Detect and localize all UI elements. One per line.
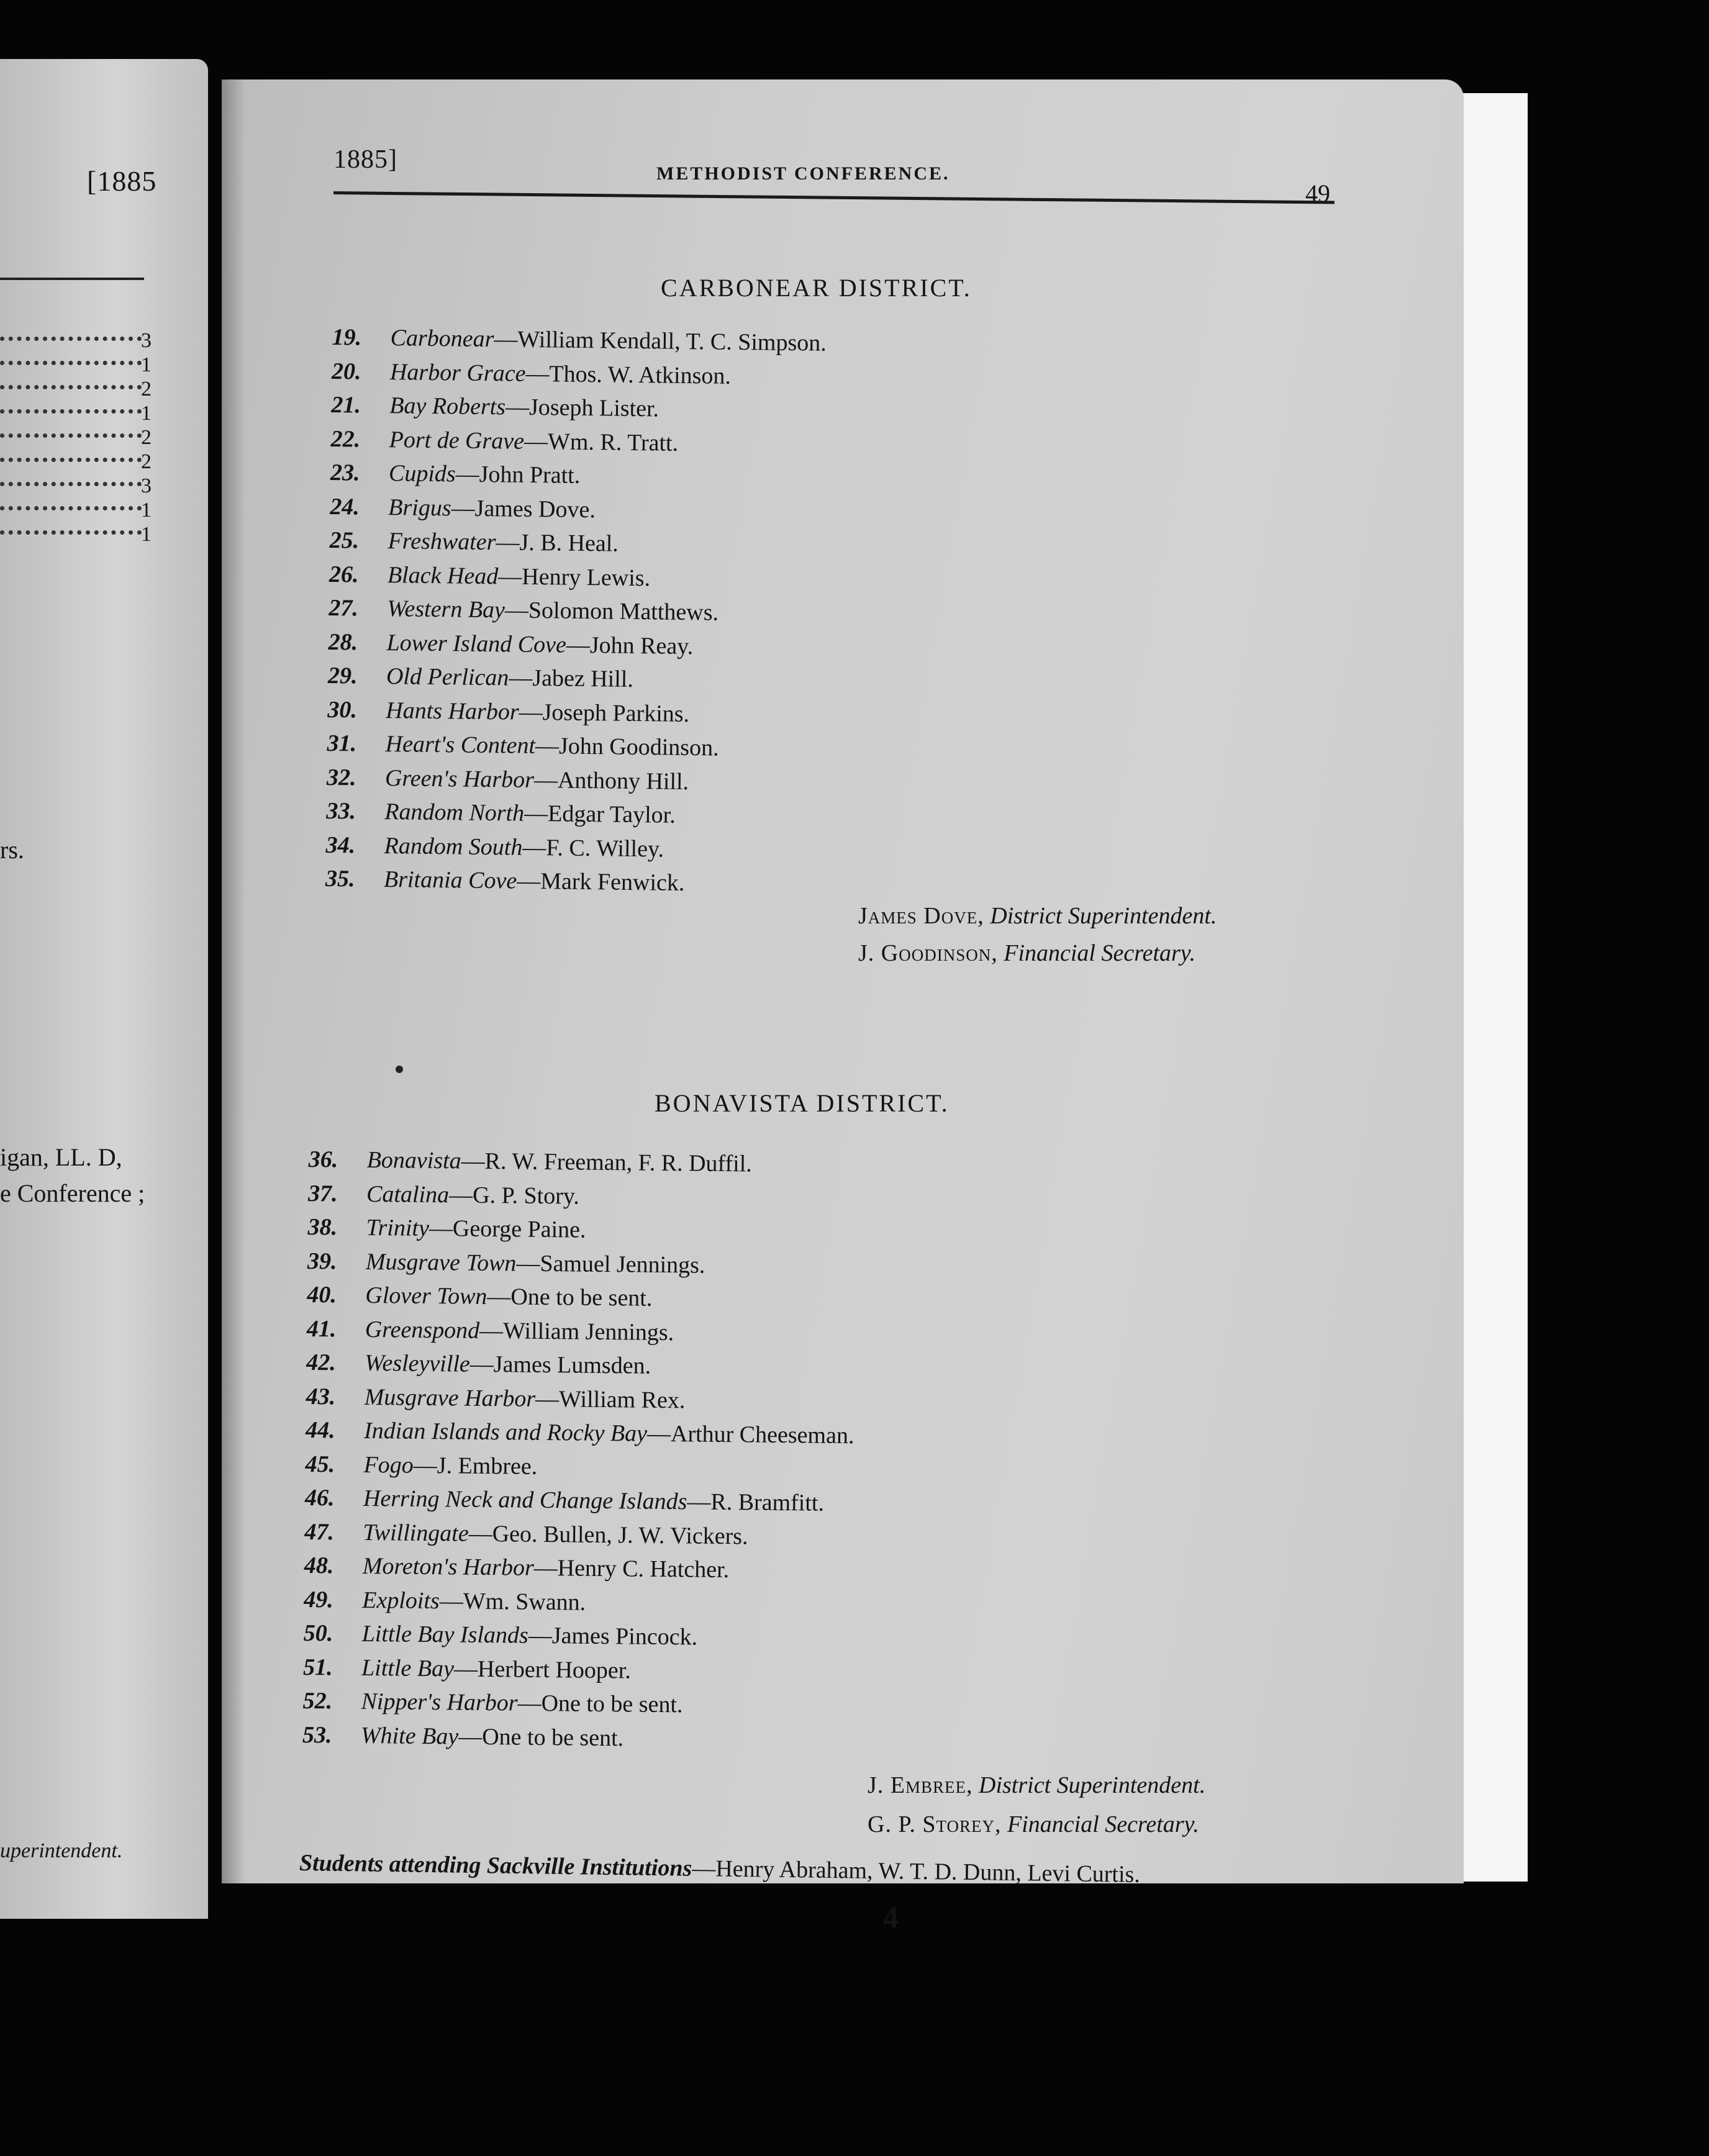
list-item: 20. Harbor Grace—Thos. W. Atkinson. [331, 358, 732, 389]
left-header-rule [0, 278, 144, 280]
list-item: 25. Freshwater—J. B. Heal. [329, 527, 619, 557]
list-item: 26. Black Head—Henry Lewis. [329, 561, 651, 591]
dotted-row: 1 [0, 523, 155, 547]
list-item: 44. Indian Islands and Rocky Bay—Arthur Cheeseman. [305, 1416, 854, 1449]
list-item: 43. Musgrave Harbor—William Rex. [306, 1383, 686, 1413]
signature-secretary: J. Goodinson, Financial Secretary. [858, 940, 1196, 966]
list-item: 51. Little Bay—Herbert Hooper. [302, 1654, 632, 1683]
section-title-carbonear: CARBONEAR DISTRICT. [661, 274, 972, 302]
list-item: 53. White Bay—One to be sent. [302, 1721, 624, 1751]
list-item: 39. Musgrave Town—Samuel Jennings. [307, 1248, 705, 1279]
left-page [0, 59, 208, 1919]
left-fragment: e Conference ; [0, 1179, 145, 1207]
list-item: 35. Britania Cove—Mark Fenwick. [325, 865, 685, 896]
list-item: 47. Twillingate—Geo. Bullen, J. W. Vickers. [304, 1518, 748, 1549]
list-item: 34. Random South—F. C. Willey. [325, 831, 664, 863]
page-number: 49 [1305, 179, 1330, 207]
header-rule [333, 191, 1335, 204]
section-title-bonavista: BONAVISTA DISTRICT. [655, 1089, 950, 1117]
dotted-row: 1 [0, 499, 155, 523]
running-header: METHODIST CONFERENCE. [656, 163, 950, 184]
list-item: 42. Wesleyville—James Lumsden. [306, 1349, 651, 1379]
list-item: 40. Glover Town—One to be sent. [307, 1281, 653, 1311]
list-item: 19. Carbonear—William Kendall, T. C. Simpson. [332, 324, 827, 356]
list-item: 49. Exploits—Wm. Swann. [304, 1586, 586, 1616]
signature-mark: 4 [883, 1900, 899, 1934]
signature-secretary: G. P. Storey, Financial Secretary. [868, 1811, 1199, 1837]
spine-shadow [222, 79, 245, 1883]
list-item: 38. Trinity—George Paine. [307, 1213, 586, 1243]
ink-mark [396, 1066, 403, 1073]
list-item: 29. Old Perlican—Jabez Hill. [327, 662, 634, 692]
list-item: 50. Little Bay Islands—James Pincock. [303, 1619, 698, 1651]
left-header-year: [1885 [87, 165, 157, 197]
left-fragment: igan, LL. D, [0, 1143, 122, 1171]
list-item: 31. Heart's Content—John Goodinson. [327, 730, 719, 761]
dotted-row: 1 [0, 402, 155, 426]
left-dotted-list [0, 329, 155, 547]
left-fragment: rs. [0, 836, 24, 864]
students-note: Students attending Sackville Institutions—Henry Abraham, W. T. D. Dunn, Levi Curtis. [299, 1850, 1141, 1888]
list-item: 32. Green's Harbor—Anthony Hill. [326, 764, 689, 795]
dotted-row: 2 [0, 426, 155, 450]
list-item: 45. Fogo—J. Embree. [305, 1451, 538, 1480]
dotted-row: 3 [0, 329, 155, 353]
list-item: 22. Port de Grave—Wm. R. Tratt. [330, 425, 679, 456]
left-fragment: uperintendent. [0, 1839, 123, 1862]
list-item: 24. Brigus—James Dove. [330, 493, 596, 523]
list-item: 33. Random North—Edgar Taylor. [326, 797, 676, 828]
list-item: 21. Bay Roberts—Joseph Lister. [331, 391, 660, 422]
dotted-row: 2 [0, 378, 155, 402]
signature-superintendent: James Dove, District Superintendent. [858, 903, 1217, 929]
signature-superintendent: J. Embree, District Superintendent. [868, 1772, 1206, 1798]
list-item: 30. Hants Harbor—Joseph Parkins. [327, 696, 690, 727]
dotted-row: 3 [0, 474, 155, 499]
list-item: 37. Catalina—G. P. Story. [307, 1180, 580, 1210]
list-item: 41. Greenspond—William Jennings. [306, 1315, 674, 1346]
list-item: 28. Lower Island Cove—John Reay. [328, 628, 694, 659]
bonavista-list [302, 1143, 858, 1757]
list-item: 23. Cupids—John Pratt. [330, 459, 581, 489]
header-year: 1885] [333, 145, 397, 174]
list-item: 27. Western Bay—Solomon Matthews. [329, 594, 719, 626]
list-item: 36. Bonavista—R. W. Freeman, F. R. Duffil. [308, 1146, 752, 1177]
list-item: 48. Moreton's Harbor—Henry C. Hatcher. [304, 1552, 730, 1583]
dotted-row: 1 [0, 353, 155, 378]
dotted-row: 2 [0, 450, 155, 474]
right-page [222, 79, 1464, 1934]
carbonear-list [325, 320, 827, 902]
list-item: 52. Nipper's Harbor—One to be sent. [302, 1687, 683, 1718]
list-item: 46. Herring Neck and Change Islands—R. Bramfitt. [304, 1484, 825, 1516]
